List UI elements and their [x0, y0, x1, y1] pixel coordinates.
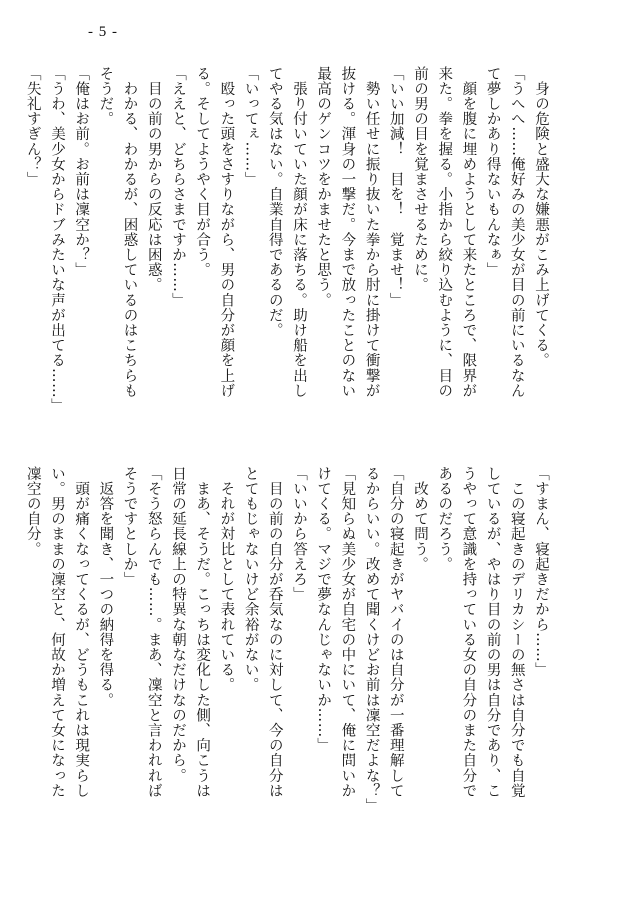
text-line: 「いい加減！ 目を！ 覚ませ！」 [387, 66, 404, 308]
text-line: 「そう怒らんでも……。まあ、凜空と言われれば [145, 466, 162, 799]
text-line: 身の危険と盛大な嫌悪がこみ上げてくる。 [533, 66, 549, 368]
text-line: 「うわ、美少女からドブみたいな声が出てる……」 [48, 66, 65, 414]
text-line: うやって意識を持っている女の自分のまた自分で [460, 466, 477, 799]
text-line: 日常の延長線上の特異な朝なだけなのだから。 [169, 466, 186, 784]
text-line: 「すまん、寝起きだから……」 [533, 466, 549, 678]
text-line: る。そしてようやく目が合う。 [194, 66, 211, 278]
text-line: 張り付いていた顔が床に落ちる。助け船を出し [290, 66, 307, 399]
text-line: 前の男の目を覚まさせるために。 [411, 66, 428, 293]
text-line: 抜ける。渾身の一撃だ。今まで放ったことのない [339, 66, 356, 399]
text-line: 勢い任せに振り抜いた拳から肘に掛けて衝撃が [363, 66, 380, 399]
text-line: まあ、そうだ。こっちは変化した側、向こうは [194, 466, 211, 799]
text-line: 改めて問う。 [411, 466, 428, 572]
text-line: るからいい。改めて聞くけどお前は凜空だよな？」 [363, 466, 380, 814]
text-line: 「俺はお前。お前は凜空か？」 [73, 66, 90, 278]
text-line: 「いってぇ……」 [242, 66, 259, 187]
text-line: い。男のままの凜空と、何故か増えて女になった [48, 466, 65, 799]
text-line: 最高のゲンコツをかませたと思う。 [315, 66, 332, 308]
text-line: 顔を腹に埋めようとして来たところで、限界が [460, 66, 477, 399]
text-line: 「うへへ……俺好みの美少女が目の前にいるなん [508, 66, 525, 399]
text-block-bottom [24, 466, 553, 838]
text-line: それが対比として表れている。 [218, 466, 235, 693]
text-line: 「いいから答えろ」 [290, 466, 307, 602]
text-line: 「自分の寝起きがヤバイのは自分が一番理解して [387, 466, 404, 799]
text-line: 「失礼すぎん？」 [24, 66, 41, 187]
text-line: とてもじゃないけど余裕がない。 [242, 466, 259, 693]
text-line: 頭が痛くなってくるが、どうもこれは現実らし [73, 466, 90, 799]
text-line: この寝起きのデリカシーの無さは自分でも自覚 [508, 466, 525, 799]
text-line: 「ええと、どちらさまですか……」 [169, 66, 186, 308]
text-line: 目の前の自分が呑気なのに対して、今の自分は [266, 466, 283, 799]
text-line: しているが、やはり目の前の男は自分であり、こ [484, 466, 501, 799]
text-line: 来た。拳を握る。小指から絞り込むように、目の [436, 66, 453, 399]
text-line: 返答を聞き、一つの納得を得る。 [97, 466, 114, 708]
text-line: そうですとしか」 [121, 466, 138, 587]
text-line: てやる気はない。自業自得であるのだ。 [266, 66, 283, 338]
text-line: わかる、わかるが、困惑しているのはこちらも [121, 66, 138, 399]
text-line: けてくる。マジで夢なんじゃないか……」 [315, 466, 332, 753]
text-line: そうだ。 [97, 66, 114, 127]
text-line: 殴った頭をさすりながら、男の自分が顔を上げ [218, 66, 235, 399]
text-line: て夢しかあり得ないもんなぁ」 [484, 66, 501, 278]
page-number: - 5 - [88, 24, 118, 40]
text-block-top [24, 66, 553, 438]
text-line: 目の前の男からの反応は困惑。 [145, 66, 162, 293]
text-line: あるのだろう。 [436, 466, 453, 572]
text-line: 凜空の自分。 [24, 466, 41, 557]
text-line: 「見知らぬ美少女が自宅の中にいて、俺に問いか [339, 466, 356, 799]
